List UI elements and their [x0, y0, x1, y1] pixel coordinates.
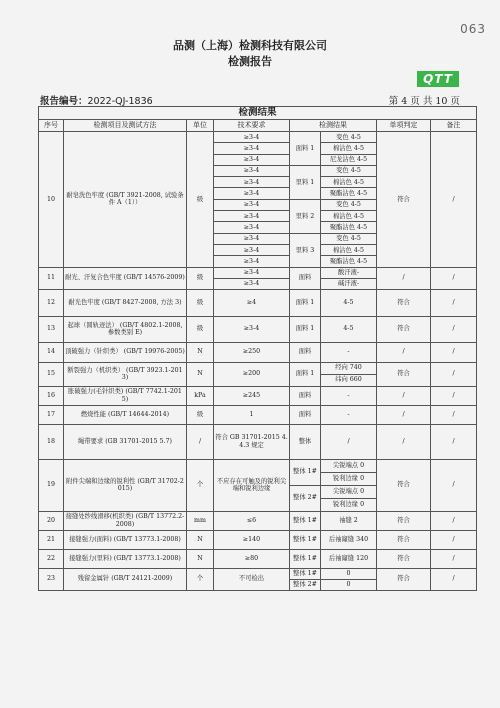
report-number-label: 报告编号：: [40, 96, 88, 107]
row-part: 面料: [290, 342, 321, 362]
row-no: 18: [39, 424, 64, 459]
row-result: 尖锐端点 0: [321, 485, 377, 498]
row-result: -: [321, 342, 377, 362]
header-verdict: 单项判定: [377, 120, 431, 132]
row-result: 棉沾色 4-5: [321, 211, 377, 222]
row-item: 接缝处纱线滑移(机织类) (GB/T 13772.2-2008): [64, 511, 187, 530]
table-row: [39, 424, 477, 459]
row-verdict: 符合: [377, 530, 431, 549]
row-unit: 个: [187, 568, 214, 590]
row-unit: 级: [187, 405, 214, 424]
table-row: [39, 549, 477, 568]
row-requirement: 不可检出: [214, 568, 290, 590]
row-result: 酸汗液-: [321, 267, 377, 278]
row-part: 整体 1#: [290, 511, 321, 530]
row-result: 纬向 660: [321, 374, 377, 386]
table-row: [39, 459, 477, 472]
row-verdict: 符合: [377, 362, 431, 386]
row-unit: 个: [187, 459, 214, 511]
row-requirement: ≥250: [214, 342, 290, 362]
row-result: -: [321, 386, 377, 405]
row-part: 整体 1#: [290, 459, 321, 485]
row-verdict: 符合: [377, 511, 431, 530]
row-verdict: 符合: [377, 316, 431, 342]
page-number: 063: [460, 22, 486, 36]
row-requirement: 不应存在可触及的锐利尖端和锐利边缘: [214, 459, 290, 511]
row-item: 起球（圆轨迹法） (GB/T 4802.1-2008, 参数类别 E): [64, 316, 187, 342]
row-result: 尖锐端点 0: [321, 459, 377, 472]
row-unit: /: [187, 424, 214, 459]
row-result: 聚酯沾色 4-5: [321, 256, 377, 267]
table-title-row: [39, 107, 477, 120]
row-verdict: /: [377, 386, 431, 405]
row-requirement: ≥3-4: [214, 256, 290, 267]
row-note: /: [431, 342, 477, 362]
table-row: [39, 386, 477, 405]
row-item: 断裂强力（机织类） (GB/T 3923.1-2013): [64, 362, 187, 386]
row-requirement: ≥3-4: [214, 165, 290, 176]
row-requirement: 符合 GB 31701-2015 4.4.3 规定: [214, 424, 290, 459]
row-verdict: 符合: [377, 459, 431, 511]
row-part: 整体 1#: [290, 568, 321, 579]
row-unit: N: [187, 549, 214, 568]
row-requirement: ≥3-4: [214, 177, 290, 188]
row-result: 经向 740: [321, 362, 377, 374]
row-verdict: /: [377, 405, 431, 424]
row-result: 碱汗液-: [321, 278, 377, 289]
row-note: /: [431, 405, 477, 424]
row-requirement: ≥4: [214, 289, 290, 316]
row-part: 整体 1#: [290, 530, 321, 549]
table-row: [39, 362, 477, 374]
row-requirement: ≥3-4: [214, 244, 290, 255]
table-row: [39, 511, 477, 530]
row-verdict: /: [377, 424, 431, 459]
row-no: 21: [39, 530, 64, 549]
row-note: /: [431, 530, 477, 549]
row-requirement: ≥200: [214, 362, 290, 386]
row-no: 22: [39, 549, 64, 568]
row-result: 变色 4-5: [321, 165, 377, 176]
page-info: 第 4 页 共 10 页: [388, 96, 460, 107]
row-result: -: [321, 405, 377, 424]
row-part: 整体 2#: [290, 485, 321, 511]
row-result: 袖缝 2: [321, 511, 377, 530]
table-header-row: [39, 120, 477, 132]
table-row: [39, 267, 477, 278]
row-note: /: [431, 386, 477, 405]
row-item: 顶破强力（针织类） (GB/T 19976-2005): [64, 342, 187, 362]
row-result: 变色 4-5: [321, 199, 377, 210]
row-unit: N: [187, 530, 214, 549]
row-note: /: [431, 267, 477, 289]
row-part: 整体 1#: [290, 549, 321, 568]
row-item: 接缝强力(里料) (GB/T 13773.1-2008): [64, 549, 187, 568]
row-result: 棉沾色 4-5: [321, 177, 377, 188]
row-no: 10: [39, 132, 64, 268]
row-result: 锐利边缘 0: [321, 472, 377, 485]
report-number-value: 2022-QJ-1836: [87, 96, 153, 107]
document-title: 检测报告: [228, 55, 272, 68]
row-verdict: /: [377, 267, 431, 289]
row-result: 0: [321, 579, 377, 590]
row-part: 整体: [290, 424, 321, 459]
row-item: 燃烧性能 (GB/T 14644-2014): [64, 405, 187, 424]
header-item: 检测项目及测试方法: [64, 120, 187, 132]
row-result: 后袖窿缝 340: [321, 530, 377, 549]
row-unit: 级: [187, 267, 214, 289]
row-no: 13: [39, 316, 64, 342]
row-requirement: ≥3-4: [214, 143, 290, 154]
row-no: 15: [39, 362, 64, 386]
table-title: 检测结果: [39, 107, 477, 120]
row-note: /: [431, 511, 477, 530]
header-requirement: 技术要求: [214, 120, 290, 132]
row-part: 里料 2: [290, 199, 321, 233]
row-unit: 级: [187, 132, 214, 268]
row-part: 面料: [290, 386, 321, 405]
row-no: 19: [39, 459, 64, 511]
row-result: 变色 4-5: [321, 132, 377, 143]
row-unit: kPa: [187, 386, 214, 405]
row-requirement: ≥245: [214, 386, 290, 405]
row-requirement: ≥3-4: [214, 154, 290, 165]
row-result: /: [321, 424, 377, 459]
row-result: 后袖窿缝 120: [321, 549, 377, 568]
row-result: 0: [321, 568, 377, 579]
row-result: 变色 4-5: [321, 233, 377, 244]
row-item: 绳带要求 (GB 31701-2015 5.7): [64, 424, 187, 459]
row-requirement: ≥3-4: [214, 211, 290, 222]
row-result: 锐利边缘 0: [321, 498, 377, 511]
row-item: 胀破强力(毛针织类) (GB/T 7742.1-2015): [64, 386, 187, 405]
row-no: 12: [39, 289, 64, 316]
row-part: 面料 1: [290, 316, 321, 342]
row-verdict: /: [377, 342, 431, 362]
row-note: /: [431, 132, 477, 268]
row-part: 面料: [290, 267, 321, 289]
row-note: /: [431, 362, 477, 386]
row-no: 16: [39, 386, 64, 405]
row-result: 棉沾色 4-5: [321, 143, 377, 154]
row-requirement: ≥3-4: [214, 278, 290, 289]
row-item: 接缝强力(面料) (GB/T 13773.1-2008): [64, 530, 187, 549]
table-row: [39, 316, 477, 342]
row-result: 棉沾色 4-5: [321, 244, 377, 255]
row-note: /: [431, 424, 477, 459]
table-row: [39, 530, 477, 549]
row-requirement: ≥3-4: [214, 199, 290, 210]
row-result: 尼龙沾色 4-5: [321, 154, 377, 165]
row-requirement: ≥3-4: [214, 222, 290, 233]
row-item: 耐皂洗色牢度 (GB/T 3921-2008, 试验条件 A（1））: [64, 132, 187, 268]
row-verdict: 符合: [377, 568, 431, 590]
header-no: 序号: [39, 120, 64, 132]
row-unit: N: [187, 342, 214, 362]
row-part: 面料 1: [290, 362, 321, 386]
row-result: 聚酯沾色 4-5: [321, 222, 377, 233]
row-item: 耐光色牢度 (GB/T 8427-2008, 方法 3): [64, 289, 187, 316]
row-unit: 级: [187, 289, 214, 316]
row-verdict: 符合: [377, 549, 431, 568]
table-row: [39, 405, 477, 424]
header-unit: 单位: [187, 120, 214, 132]
row-part: 里料 1: [290, 165, 321, 199]
header-note: 备注: [431, 120, 477, 132]
row-requirement: ≥3-4: [214, 132, 290, 143]
row-result: 聚酯沾色 4-5: [321, 188, 377, 199]
row-note: /: [431, 316, 477, 342]
row-note: /: [431, 568, 477, 590]
row-unit: mm: [187, 511, 214, 530]
row-part: 面料 1: [290, 289, 321, 316]
header-result: 检测结果: [290, 120, 377, 132]
row-unit: N: [187, 362, 214, 386]
row-item: 残留金属针 (GB/T 24121-2009): [64, 568, 187, 590]
row-item: 附件尖端和边缘的锐利性 (GB/T 31702-2015): [64, 459, 187, 511]
company-logo: QTT: [417, 71, 459, 87]
row-unit: 级: [187, 316, 214, 342]
row-requirement: ≥140: [214, 530, 290, 549]
row-part: 里料 3: [290, 233, 321, 267]
row-no: 14: [39, 342, 64, 362]
row-no: 11: [39, 267, 64, 289]
row-note: /: [431, 289, 477, 316]
row-requirement: ≥3-4: [214, 267, 290, 278]
row-requirement: ≥3-4: [214, 316, 290, 342]
row-result: 4-5: [321, 289, 377, 316]
row-no: 20: [39, 511, 64, 530]
row-verdict: 符合: [377, 132, 431, 268]
row-part: 面料 1: [290, 132, 321, 166]
row-no: 23: [39, 568, 64, 590]
row-part: 整体 2#: [290, 579, 321, 590]
row-no: 17: [39, 405, 64, 424]
row-note: /: [431, 459, 477, 511]
row-requirement: ≥3-4: [214, 233, 290, 244]
table-row: [39, 132, 477, 143]
results-table: [38, 106, 477, 591]
table-row: [39, 289, 477, 316]
row-requirement: ≥80: [214, 549, 290, 568]
row-part: 面料: [290, 405, 321, 424]
row-requirement: ≥3-4: [214, 188, 290, 199]
row-requirement: 1: [214, 405, 290, 424]
company-name: 品测（上海）检测科技有限公司: [173, 39, 327, 52]
results-table-wrapper: [38, 106, 476, 591]
row-requirement: ≤6: [214, 511, 290, 530]
table-row: [39, 568, 477, 579]
row-verdict: 符合: [377, 289, 431, 316]
row-note: /: [431, 549, 477, 568]
report-number: [40, 93, 153, 107]
table-row: [39, 342, 477, 362]
row-result: 4-5: [321, 316, 377, 342]
row-item: 耐光、汗复合色牢度 (GB/T 14576-2009): [64, 267, 187, 289]
